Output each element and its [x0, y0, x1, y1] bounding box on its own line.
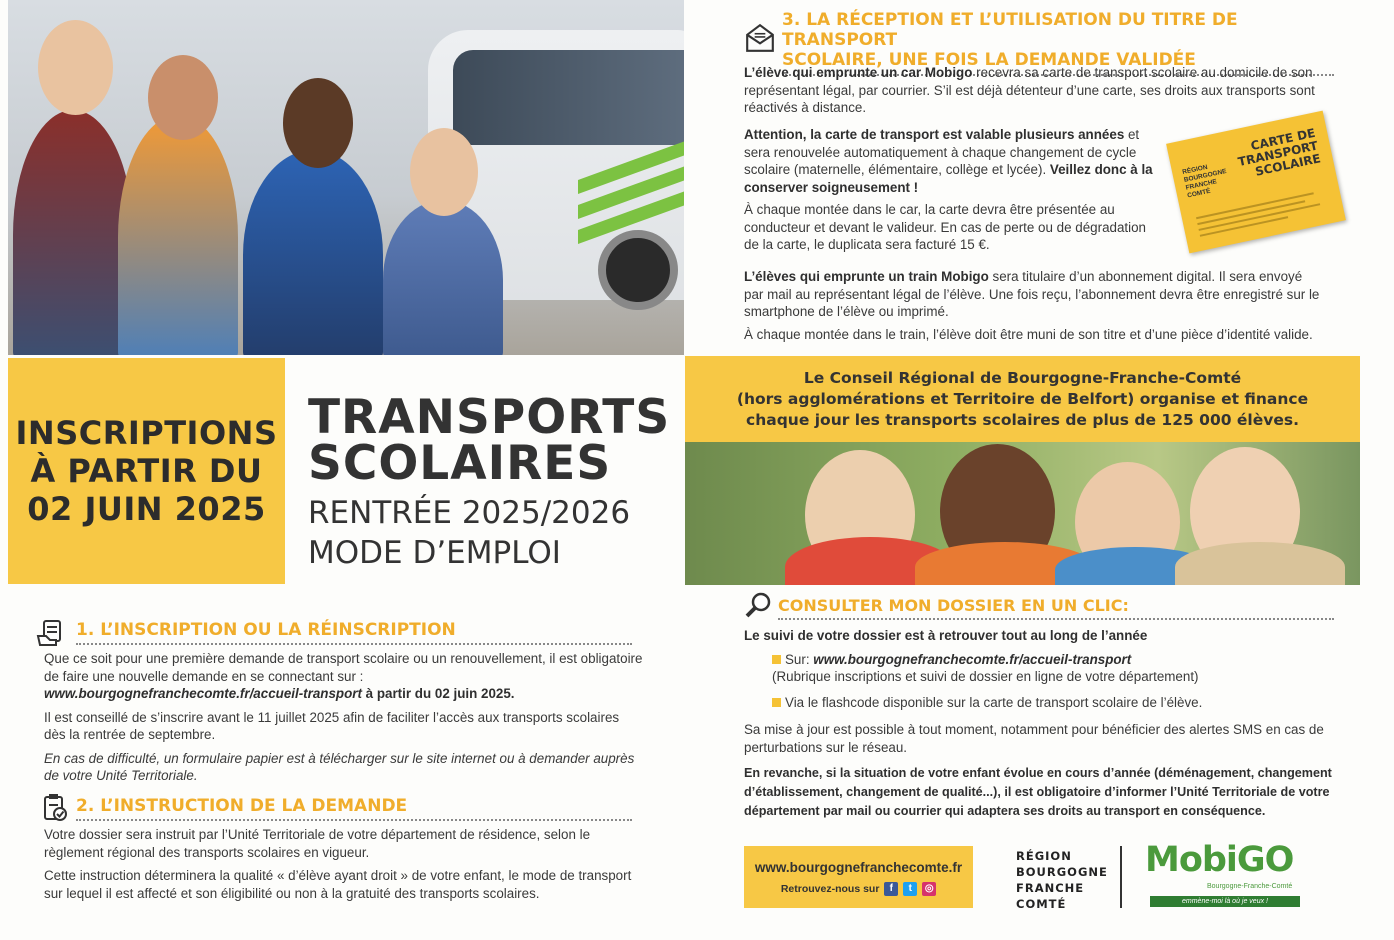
twitter-icon[interactable]: t	[903, 882, 917, 896]
bullet-marker	[772, 698, 781, 707]
consult-flashcode: Via le flashcode disponible sur la carte de transport scolaire de l’élève.	[785, 694, 1203, 710]
consult-url[interactable]: www.bourgognefranchecomte.fr/accueil-transport	[813, 651, 1132, 667]
section-1-advice: Il est conseillé de s’inscrire avant le 11 juillet 2025 afin de faciliter l’accès aux transports scolaires dès la rentrée de septembre.	[44, 709, 620, 742]
students-photo	[8, 0, 684, 355]
transport-card-image	[1166, 111, 1346, 254]
section-1-paper-form: En cas de difficulté, un formulaire papier est à télécharger sur le site internet ou à demander auprès de votre Unité Territoriale.	[44, 750, 635, 783]
region-logo: RÉGION BOURGOGNE FRANCHE COMTÉ	[1016, 849, 1108, 911]
mobigo-region: Bourgogne-Franche-Comté	[1207, 883, 1293, 890]
mobigo-wordmark: MobiGO	[1145, 840, 1294, 880]
consult-file-section	[744, 596, 1334, 620]
consult-lead: Le suivi de votre dossier est à retrouver tout au long de l’année	[744, 628, 1148, 643]
consult-obligation: En revanche, si la situation de votre enfant évolue en cours d’année (déménagement, changement d’établissement, changement de qualité...), il est obligatoire d’informer l’Unité Territoriale de votre département par mail ou courrier qui adaptera ses droits au transport en conséquence.	[744, 766, 1332, 818]
section-2-para-2: Cette instruction déterminera la qualité « d’élève ayant droit » de votre enfant, le mode de transport sur lequel il est affecté et son éligibilité ou non à la gratuité des transports scolaires.	[44, 868, 632, 901]
section-1-title: 1. L’INSCRIPTION OU LA RÉINSCRIPTION	[76, 620, 632, 645]
section-3-car: L’élève qui emprunte un car Mobigo recevra sa carte de transport scolaire au domicile de son représentant légal, par courrier. S’il est déjà détenteur d’une carte, ses droits aux transports sont réactivés à distance.	[744, 65, 1315, 115]
card-region-logo: RÉGION BOURGOGNE FRANCHE COMTÉ	[1181, 163, 1228, 200]
section-3-title: 3. LA RÉCEPTION ET L’UTILISATION DU TITRE DE TRANSPORT SCOLAIRE, UNE FOIS LA DEMANDE VALIDÉE	[782, 10, 1334, 76]
card-title: CARTE DE TRANSPORT SCOLAIRE	[1236, 125, 1322, 179]
consult-body: Le suivi de votre dossier est à retrouver tout au long de l’année Sur: www.bourgognefranchecomte.fr/accueil-transport (Rubrique inscriptions et suivi de dossier en ligne de votre département) Via le flashcode disponible sur la carte de transport scolaire de l’élève. Sa mise à jour est possible à tout moment, notamment pour bénéficier des alertes SMS en cas de perturbations sur le réseau. En revanche, si la situation de votre enfant évolue en cours d’année (déménagement, changement d’établissement, changement de qualité...), il est obligatoire d’informer l’Unité Territoriale de votre département par mail ou courrier qui adaptera ses droits au transport en conséquence.	[744, 627, 1334, 821]
section-3-train-boarding: À chaque montée dans le train, l’élève doit être muni de son titre et d’une pièce d’identité valide.	[744, 326, 1313, 342]
bullet-marker	[772, 655, 781, 664]
student-2	[118, 115, 238, 355]
facebook-icon[interactable]: f	[884, 882, 898, 896]
registration-url[interactable]: www.bourgognefranchecomte.fr/accueil-transport	[44, 686, 362, 701]
consult-title: CONSULTER MON DOSSIER EN UN CLIC:	[778, 596, 1334, 620]
section-2-body	[44, 826, 644, 902]
student-4	[383, 200, 503, 355]
regional-council-text: Le Conseil Régional de Bourgogne-Franche-Comté (hors agglomérations et Territoire de Belfort) organise et finance chaque jour les transports scolaires de plus de 125 000 élèves.	[736, 368, 1309, 429]
consult-update: Sa mise à jour est possible à tout moment, notamment pour bénéficier des alertes SMS en cas de perturbations sur le réseau.	[744, 722, 1324, 755]
footer-website-link[interactable]: www.bourgognefranchecomte.fr	[754, 860, 963, 875]
section-2-title: 2. L’INSTRUCTION DE LA DEMANDE	[76, 796, 632, 821]
section-registration	[76, 620, 632, 645]
registration-date-text: INSCRIPTIONS À PARTIR DU 02 JUIN 2025	[15, 414, 278, 528]
instagram-icon[interactable]: ◎	[922, 882, 936, 896]
document-hand-icon	[36, 618, 66, 648]
mobigo-logo	[1145, 840, 1320, 910]
clipboard-check-icon	[40, 792, 70, 822]
children-photo	[685, 442, 1360, 585]
consult-url-note: (Rubrique inscriptions et suivi de dossier en ligne de votre département)	[772, 669, 1199, 684]
footer-follow: Retrouvez-nous sur f t ◎	[744, 882, 973, 896]
registration-date-box	[8, 358, 285, 584]
main-title: TRANSPORTS SCOLAIRES	[308, 390, 671, 491]
document-title	[308, 390, 671, 573]
footer-website-box	[744, 846, 973, 908]
section-3-car-boarding: À chaque montée dans le car, la carte devra être présentée au conducteur et devant le valideur. En cas de perte ou de dégradation de la carte, le duplicata sera facturé 15 €.	[744, 202, 1146, 252]
section-3-attention: Attention, la carte de transport est valable plusieurs années et sera renouvelée automatiquement à chaque changement de cycle scolaire (maternelle, élémentaire, collège et lycée). Veillez donc à la conserver soigneusement ! À chaque montée dans le car, la carte devra être présentée au conducteur et devant le valideur. En cas de perte ou de dégradation de la carte, le duplicata sera facturé 15 €.	[744, 126, 1164, 254]
sub-title: RENTRÉE 2025/2026 MODE D’EMPLOI	[308, 495, 631, 571]
section-3-train: L’élèves qui emprunte un train Mobigo sera titulaire d’un abonnement digital. Il sera envoyé par mail au représentant légal de l’élève. Une fois reçu, l’abonnement devra être enregistré sur le smartphone de l’élève ou imprimé. À chaque montée dans le train, l’élève doit être muni de son titre et d’une pièce d’identité valide.	[744, 268, 1324, 343]
mobigo-tagline: emmène-moi là où je veux !	[1150, 896, 1300, 907]
logo-divider	[1120, 846, 1122, 908]
section-1-body: Que ce soit pour une première demande de transport scolaire ou un renouvellement, il est obligatoire de faire une nouvelle demande en se connectant sur : www.bourgognefranchecomte.fr/accueil-transport à partir du 02 juin 2025. Il est conseillé de s’inscrire avant le 11 juillet 2025 afin de faciliter l’accès aux transports scolaires dès la rentrée de septembre. En cas de difficulté, un formulaire papier est à télécharger sur le site internet ou à demander auprès de votre Unité Territoriale.	[44, 651, 643, 783]
student-3	[243, 150, 383, 355]
section-1-intro: Que ce soit pour une première demande de transport scolaire ou un renouvellement, il est obligatoire de faire une nouvelle demande en se connectant sur :	[44, 651, 643, 684]
section-2-para-1: Votre dossier sera instruit par l’Unité Territoriale de votre département de résidence, selon le règlement régional des transports scolaires en vigueur.	[44, 827, 591, 860]
regional-council-banner	[685, 356, 1360, 442]
section-instruction	[76, 796, 632, 821]
student-1	[13, 110, 133, 355]
